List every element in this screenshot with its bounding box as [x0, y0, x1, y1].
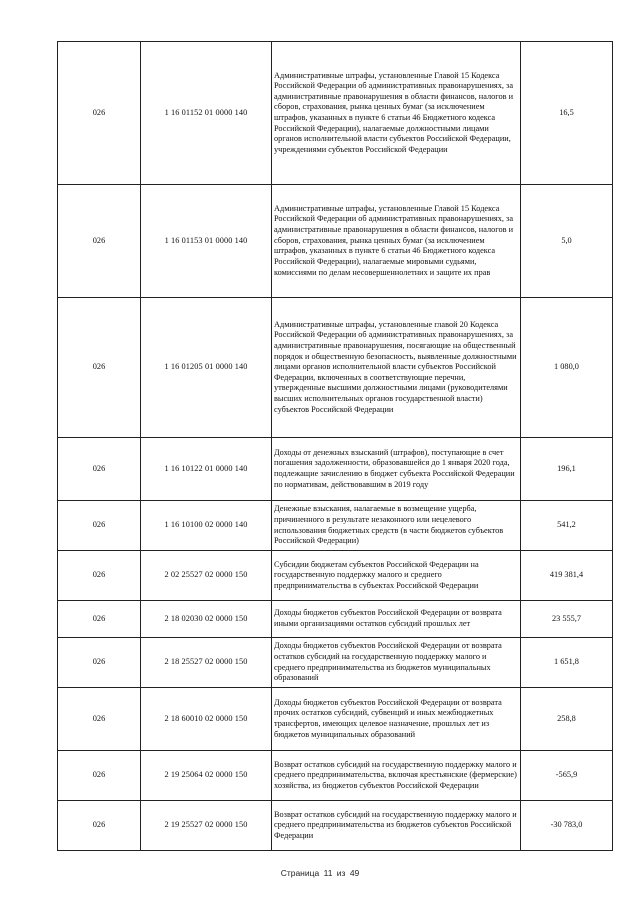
table-row — [58, 801, 613, 851]
amount-cell: 1 651,8 — [521, 638, 613, 688]
admin-code-cell: 026 — [58, 638, 141, 688]
amount-cell: 258,8 — [521, 688, 613, 751]
admin-code-cell: 026 — [58, 601, 141, 638]
table-row — [58, 551, 613, 601]
table-row — [58, 688, 613, 751]
admin-code-cell: 026 — [58, 801, 141, 851]
admin-code-cell: 026 — [58, 751, 141, 801]
table-row — [58, 185, 613, 298]
amount-cell: 196,1 — [521, 438, 613, 501]
budget-code-cell: 2 18 60010 02 0000 150 — [141, 688, 272, 751]
budget-code-cell: 2 18 25527 02 0000 150 — [141, 638, 272, 688]
amount-cell: 16,5 — [521, 42, 613, 185]
description-cell: Доходы бюджетов субъектов Российской Федерации от возврата иными организациями остатков субсидий прошлых лет — [272, 601, 521, 638]
budget-code-cell: 2 19 25064 02 0000 150 — [141, 751, 272, 801]
amount-cell: 23 555,7 — [521, 601, 613, 638]
table-row — [58, 638, 613, 688]
amount-cell: -565,9 — [521, 751, 613, 801]
description-cell: Доходы бюджетов субъектов Российской Федерации от возврата прочих остатков субсидий, субвенций и иных межбюджетных трансфертов, имеющих целевое назначение, прошлых лет из бюджетов муниципальных образований — [272, 688, 521, 751]
budget-code-cell: 1 16 01153 01 0000 140 — [141, 185, 272, 298]
description-cell: Доходы бюджетов субъектов Российской Федерации от возврата остатков субсидий на государственную поддержку малого и среднего предпринимательства из бюджетов муниципальных образований — [272, 638, 521, 688]
amount-cell: 1 080,0 — [521, 298, 613, 438]
budget-code-cell: 2 02 25527 02 0000 150 — [141, 551, 272, 601]
table-row — [58, 601, 613, 638]
table-row — [58, 438, 613, 501]
admin-code-cell: 026 — [58, 438, 141, 501]
description-cell: Административные штрафы, установленные Главой 15 Кодекса Российской Федерации об административных правонарушениях, за административные правонарушения в области финансов, налогов и сборов, страхования, рынка ценных бумаг (за исключением штрафов, указанных в пункте 6 статьи 46 Бюджетного кодекса Российской Федерации), налагаемые мировыми судьями, комиссиями по делам несовершеннолетних и защите их прав — [272, 185, 521, 298]
budget-code-cell: 1 16 01152 01 0000 140 — [141, 42, 272, 185]
description-cell: Субсидии бюджетам субъектов Российской Федерации на государственную поддержку малого и среднего предпринимательства в субъектах Российской Федерации — [272, 551, 521, 601]
budget-code-cell: 1 16 10100 02 0000 140 — [141, 501, 272, 551]
admin-code-cell: 026 — [58, 551, 141, 601]
description-cell: Доходы от денежных взысканий (штрафов), поступающие в счет погашения задолженности, образовавшейся до 1 января 2020 года, подлежащие зачислению в бюджет субъекта Российской Федерации по нормативам, действовавшим в 2019 году — [272, 438, 521, 501]
admin-code-cell: 026 — [58, 42, 141, 185]
description-cell: Денежные взыскания, налагаемые в возмещение ущерба, причиненного в результате незаконного или нецелевого использования бюджетных средств (в части бюджетов субъектов Российской Федерации) — [272, 501, 521, 551]
description-cell: Административные штрафы, установленные главой 20 Кодекса Российской Федерации об административных правонарушениях, за административные правонарушения, посягающие на общественный порядок и общественную безопасность, выявленные должностными лицами органов исполнительной власти субъектов Российской Федерации, включенных в соответствующие перечни, утвержденные высшими должностными лицами (руководителями высших исполнительных органов государственной власти) субъектов Российской Федерации — [272, 298, 521, 438]
budget-code-cell: 2 19 25527 02 0000 150 — [141, 801, 272, 851]
table-row — [58, 298, 613, 438]
admin-code-cell: 026 — [58, 501, 141, 551]
table-body — [58, 42, 613, 851]
table-row — [58, 501, 613, 551]
description-cell: Возврат остатков субсидий на государственную поддержку малого и среднего предпринимательства из бюджетов субъектов Российской Федерации — [272, 801, 521, 851]
page-separator: из — [336, 868, 346, 878]
description-cell: Возврат остатков субсидий на государственную поддержку малого и среднего предпринимательства, включая крестьянские (фермерские) хозяйства, из бюджетов субъектов Российской Федерации — [272, 751, 521, 801]
amount-cell: 5,0 — [521, 185, 613, 298]
table-row — [58, 751, 613, 801]
amount-cell: 541,2 — [521, 501, 613, 551]
admin-code-cell: 026 — [58, 185, 141, 298]
admin-code-cell: 026 — [58, 298, 141, 438]
amount-cell: 419 381,4 — [521, 551, 613, 601]
page-current: 11 — [323, 868, 333, 878]
budget-code-cell: 2 18 02030 02 0000 150 — [141, 601, 272, 638]
revenue-table — [57, 41, 613, 851]
amount-cell: -30 783,0 — [521, 801, 613, 851]
table-row — [58, 42, 613, 185]
page-total: 49 — [349, 868, 360, 878]
admin-code-cell: 026 — [58, 688, 141, 751]
description-cell: Административные штрафы, установленные Главой 15 Кодекса Российской Федерации об административных правонарушениях, за административные правонарушения в области финансов, налогов и сборов, страхования, рынка ценных бумаг (за исключением штрафов, указанных в пункте 6 статьи 46 Бюджетного кодекса Российской Федерации), налагаемые должностными лицами органов исполнительной власти субъектов Российской Федерации, учреждениями субъектов Российской Федерации — [272, 42, 521, 185]
budget-code-cell: 1 16 01205 01 0000 140 — [141, 298, 272, 438]
page-footer — [0, 868, 640, 878]
page-label: Страница — [280, 868, 320, 878]
budget-code-cell: 1 16 10122 01 0000 140 — [141, 438, 272, 501]
